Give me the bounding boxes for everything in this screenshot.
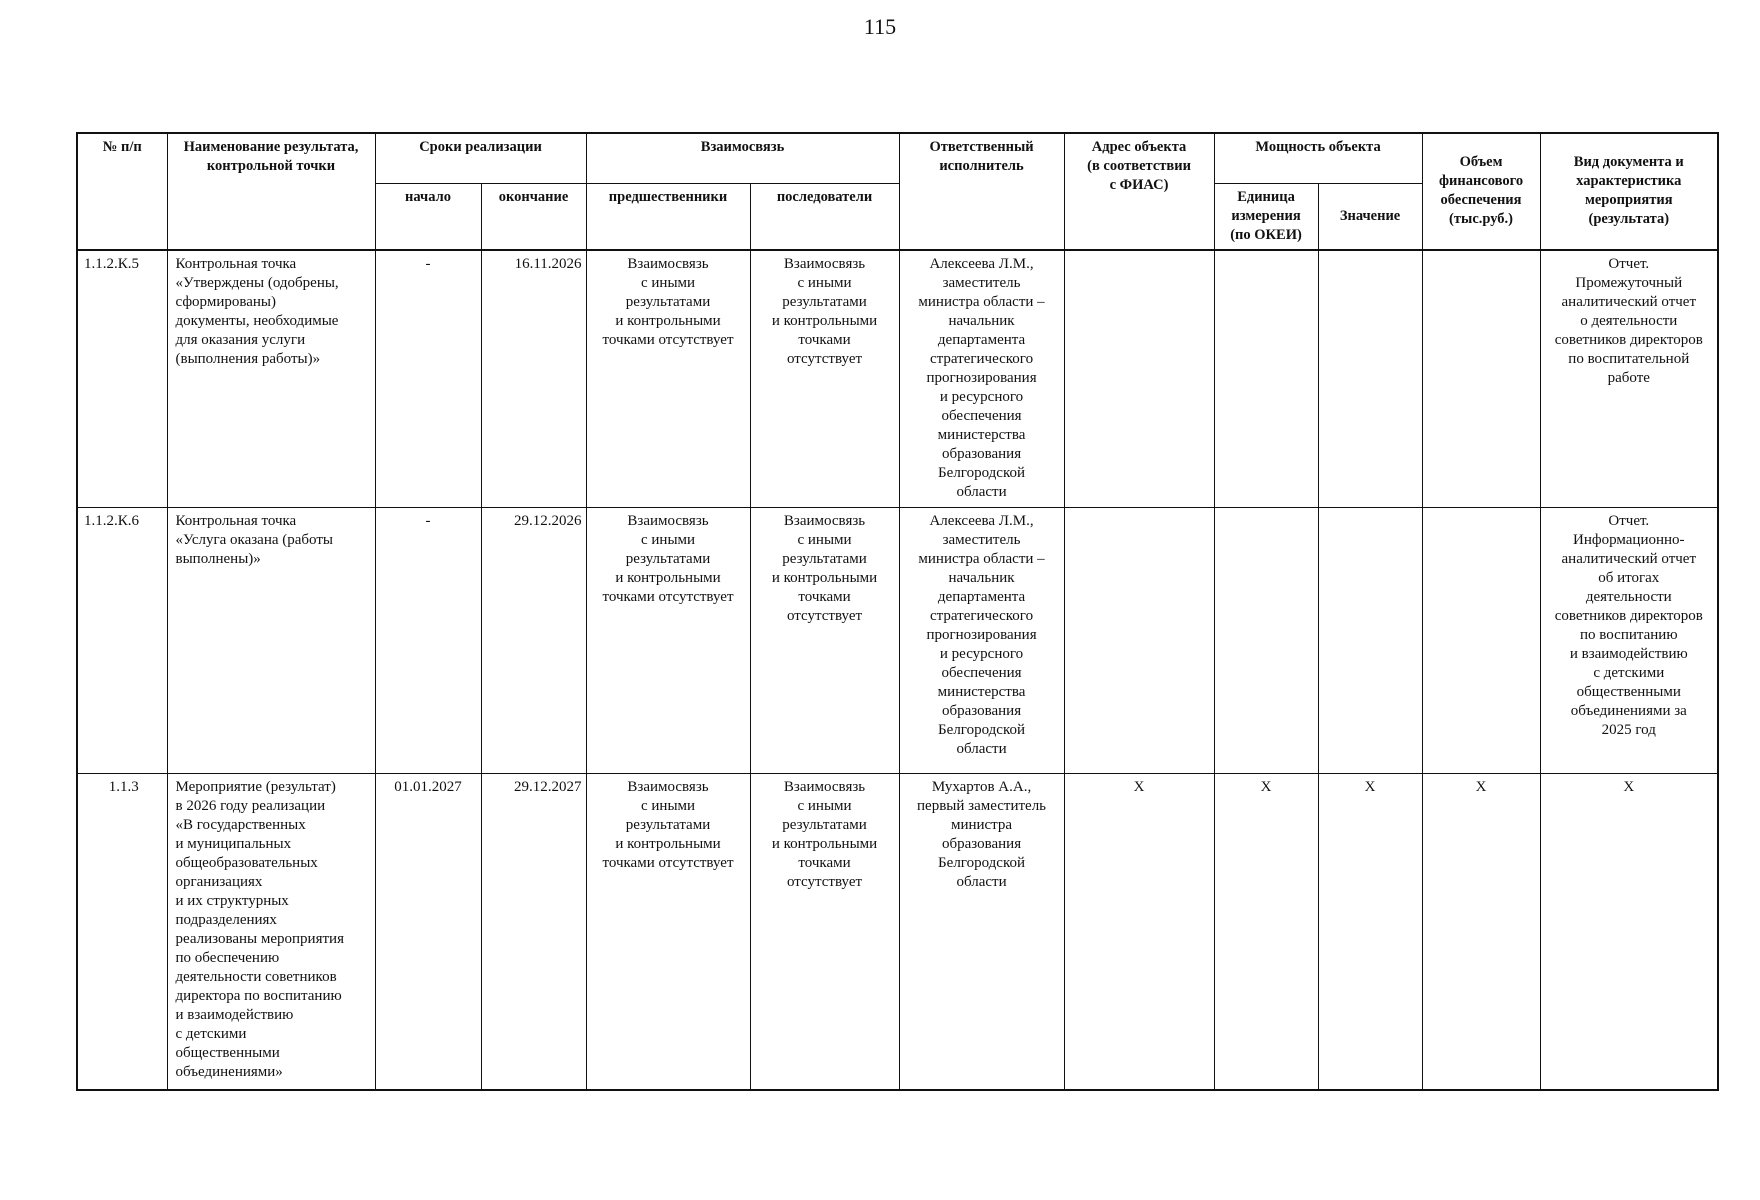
row-end: 29.12.2027 <box>481 774 586 1090</box>
header-period-end: окончание <box>481 183 586 250</box>
header-num: № п/п <box>77 133 167 250</box>
header-predecessors: предшественники <box>586 183 750 250</box>
header-successors: последователи <box>750 183 899 250</box>
row-value <box>1318 250 1422 508</box>
row-unit <box>1214 250 1318 508</box>
row-predecessors: Взаимосвязь с иными результатами и контрольными точками отсутствует <box>586 250 750 508</box>
row-successors: Взаимосвязь с иными результатами и контрольными точками отсутствует <box>750 774 899 1090</box>
control-points-table <box>76 132 1719 1091</box>
row-end: 16.11.2026 <box>481 250 586 508</box>
row-financing <box>1422 250 1540 508</box>
table-header <box>77 133 1718 250</box>
header-responsible: Ответственный исполнитель <box>899 133 1064 250</box>
row-doc-type: X <box>1540 774 1718 1090</box>
row-responsible: Алексеева Л.М., заместитель министра области – начальник департамента стратегического прогнозирования и ресурсного обеспечения министерства образования Белгородской области <box>899 508 1064 774</box>
table-row <box>77 250 1718 508</box>
row-value: X <box>1318 774 1422 1090</box>
header-name: Наименование результата, контрольной точки <box>167 133 375 250</box>
row-unit <box>1214 508 1318 774</box>
header-value: Значение <box>1318 183 1422 250</box>
row-successors: Взаимосвязь с иными результатами и контрольными точками отсутствует <box>750 508 899 774</box>
row-financing: X <box>1422 774 1540 1090</box>
row-start: - <box>375 250 481 508</box>
header-period: Сроки реализации <box>375 133 586 183</box>
header-capacity: Мощность объекта <box>1214 133 1422 183</box>
row-responsible: Мухартов А.А., первый заместитель министра образования Белгородской области <box>899 774 1064 1090</box>
header-address: Адрес объекта (в соответствии с ФИАС) <box>1064 133 1214 250</box>
row-value <box>1318 508 1422 774</box>
table-row <box>77 508 1718 774</box>
row-start: 01.01.2027 <box>375 774 481 1090</box>
header-relation: Взаимосвязь <box>586 133 899 183</box>
row-end: 29.12.2026 <box>481 508 586 774</box>
row-address <box>1064 508 1214 774</box>
row-predecessors: Взаимосвязь с иными результатами и контрольными точками отсутствует <box>586 508 750 774</box>
row-num: 1.1.3 <box>77 774 167 1090</box>
page-number: 115 <box>863 14 897 39</box>
row-doc-type: Отчет. Информационно- аналитический отчет об итогах деятельности советников директоров по воспитанию и взаимодействию с детскими общественными объединениями за 2025 год <box>1540 508 1718 774</box>
table-row <box>77 774 1718 1090</box>
row-name: Мероприятие (результат) в 2026 году реализации «В государственных и муниципальных общеобразовательных организациях и их структурных подразделениях реализованы мероприятия по обеспечению деятельности советников директора по воспитанию и взаимодействию с детскими общественными объединениями» <box>167 774 375 1090</box>
row-name: Контрольная точка «Услуга оказана (работы выполнены)» <box>167 508 375 774</box>
row-num: 1.1.2.К.6 <box>77 508 167 774</box>
row-predecessors: Взаимосвязь с иными результатами и контрольными точками отсутствует <box>586 774 750 1090</box>
header-period-start: начало <box>375 183 481 250</box>
row-address <box>1064 250 1214 508</box>
row-num: 1.1.2.К.5 <box>77 250 167 508</box>
row-responsible: Алексеева Л.М., заместитель министра области – начальник департамента стратегического прогнозирования и ресурсного обеспечения министерства образования Белгородской области <box>899 250 1064 508</box>
row-start: - <box>375 508 481 774</box>
header-doc-type: Вид документа и характеристика мероприятия (результата) <box>1540 133 1718 250</box>
header-unit: Единица измерения (по ОКЕИ) <box>1214 183 1318 250</box>
header-financing: Объем финансового обеспечения (тыс.руб.) <box>1422 133 1540 250</box>
row-successors: Взаимосвязь с иными результатами и контрольными точками отсутствует <box>750 250 899 508</box>
row-name: Контрольная точка «Утверждены (одобрены, сформированы) документы, необходимые для оказания услуги (выполнения работы)» <box>167 250 375 508</box>
row-address: X <box>1064 774 1214 1090</box>
row-doc-type: Отчет. Промежуточный аналитический отчет о деятельности советников директоров по воспитательной работе <box>1540 250 1718 508</box>
row-financing <box>1422 508 1540 774</box>
row-unit: X <box>1214 774 1318 1090</box>
